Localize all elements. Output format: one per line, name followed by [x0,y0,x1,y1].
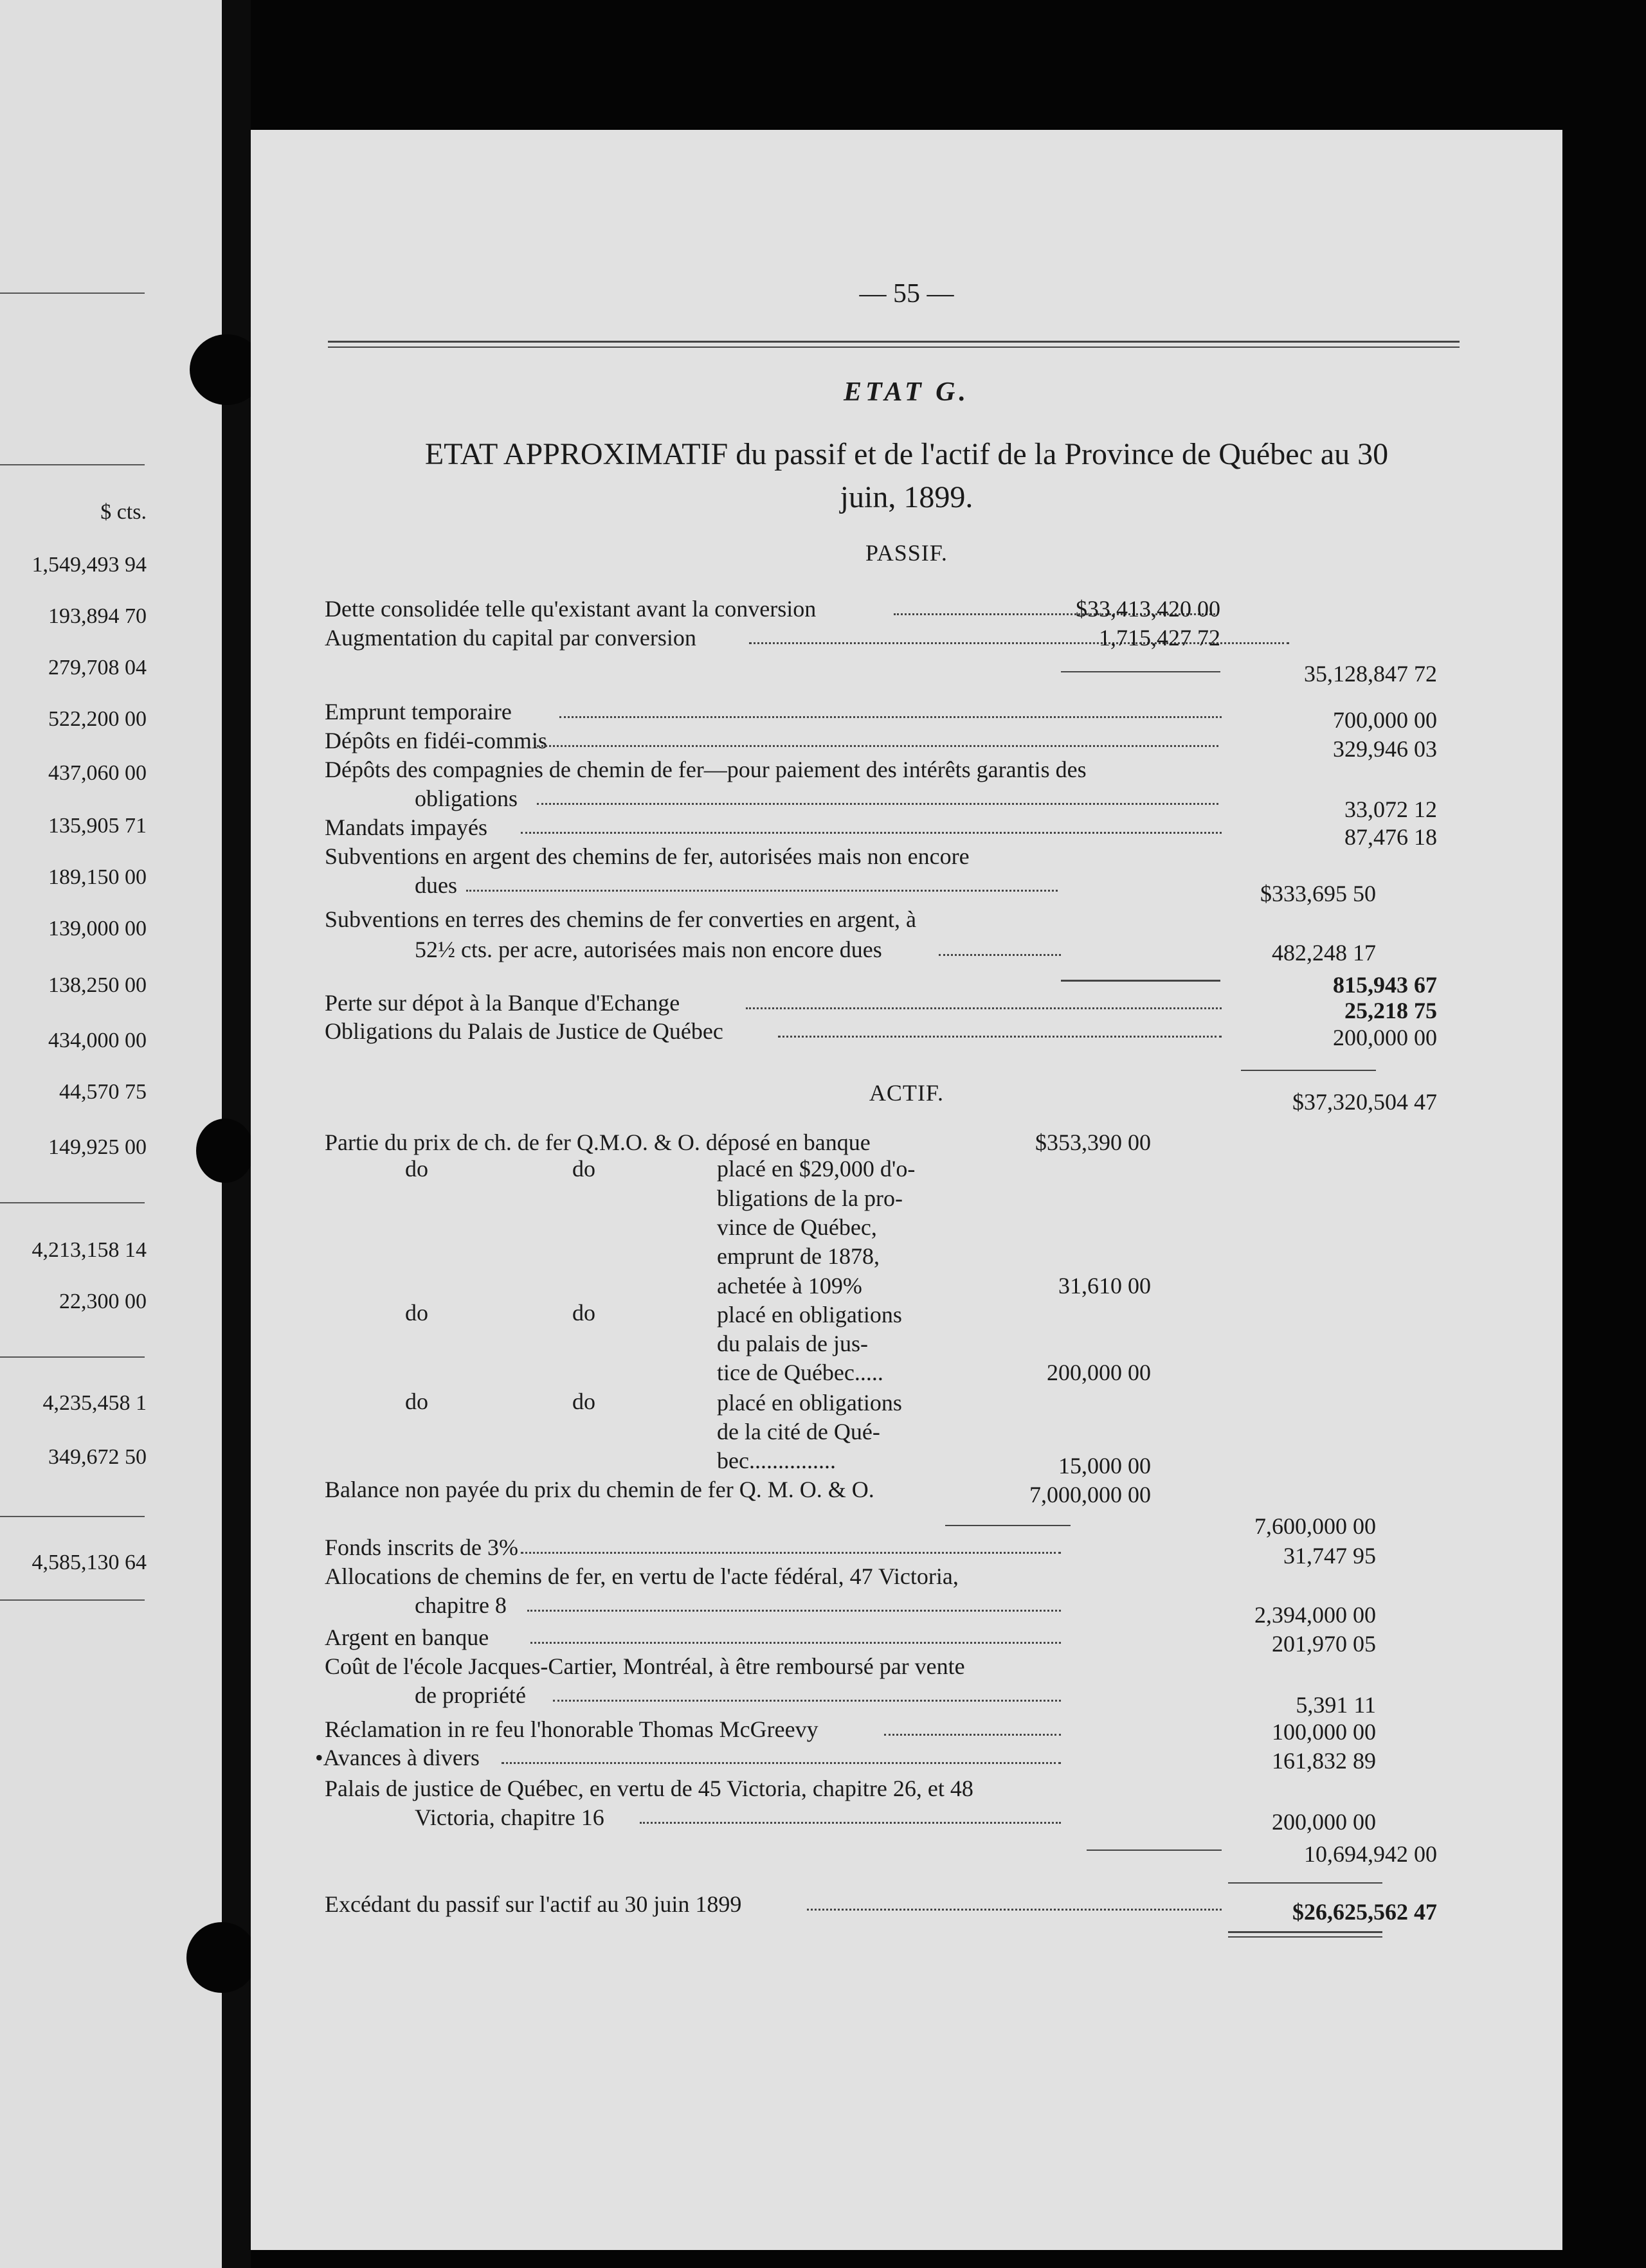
line-amount: 5,391 11 [1296,1692,1376,1718]
line-label: Allocations de chemins de fer, en vertu de l'acte fédéral, 47 Victoria, [325,1563,959,1589]
amount: 279,708 04 [48,656,147,680]
line-label: Dépôts des compagnies de chemin de fer—pour paiement des intérêts garantis des [325,757,1087,782]
line-label: Dépôts en fidéi-commis [325,728,547,753]
binding-mark [186,1922,257,1993]
title-line: juin, 1899. [840,480,973,514]
ditto: do [572,1389,595,1414]
subtotal: 7,600,000 00 [1254,1513,1376,1539]
amount: 135,905 71 [48,814,147,838]
line-label: Excédant du passif sur l'actif au 30 juin 1899 [325,1891,742,1917]
previous-page-fragment [0,0,222,2268]
page-number: — 55 — [859,279,954,309]
section-heading: ACTIF. [869,1080,945,1106]
line-amount: 25,218 75 [1344,998,1437,1023]
line-amount: 482,248 17 [1272,940,1376,966]
statement-heading: ETAT G. [843,377,970,407]
amount: 522,200 00 [48,707,147,731]
line-label: Perte sur dépot à la Banque d'Echange [325,990,680,1016]
line-label: achetée à 109% [717,1273,862,1299]
line-label: Réclamation in re feu l'honorable Thomas McGreevy [325,1716,818,1742]
header-rule [328,341,1460,343]
amount: 437,060 00 [48,761,147,785]
line-label: de la cité de Qué- [717,1419,880,1444]
line-label: tice de Québec..... [717,1360,883,1385]
line-label: bec............... [717,1448,836,1473]
amount: 22,300 00 [59,1290,147,1313]
line-label: obligations [415,786,518,811]
line-amount: 2,394,000 00 [1254,1602,1376,1628]
line-label: vince de Québec, [717,1214,877,1240]
line-amount: $353,390 00 [1035,1130,1151,1155]
line-label: Balance non payée du prix du chemin de fer Q. M. O. & O. [325,1477,874,1502]
header-rule [328,346,1460,348]
binding-mark [196,1119,254,1183]
amount: 139,000 00 [48,917,147,941]
line-amount: 200,000 00 [1272,1809,1376,1835]
amount: 349,672 50 [48,1445,147,1469]
line-label: •Avances à divers [315,1745,480,1770]
line-label: placé en obligations [717,1390,902,1416]
line-amount: 31,747 95 [1283,1543,1376,1569]
amount: 149,925 00 [48,1135,147,1159]
amount: 193,894 70 [48,604,147,628]
divider [0,1202,145,1203]
line-label: placé en obligations [717,1302,902,1328]
title-line: ETAT APPROXIMATIF du passif et de l'actif de la Province de Québec au 30 [424,437,1389,471]
amount: 44,570 75 [59,1080,147,1104]
line-label: Palais de justice de Québec, en vertu de 45 Victoria, chapitre 26, et 48 [325,1776,973,1801]
line-amount: 1,715,427 72 [1099,625,1220,651]
line-label: placé en $29,000 d'o- [717,1156,916,1182]
line-amount: 200,000 00 [1047,1360,1151,1385]
line-amount: 700,000 00 [1333,707,1437,733]
total-actif: 10,694,942 00 [1304,1841,1437,1867]
line-amount: $33,413,420 00 [1076,596,1220,622]
line-label: de propriété [415,1682,526,1708]
ditto: do [405,1300,428,1326]
ditto: do [572,1156,595,1182]
line-label: Subventions en terres des chemins de fer converties en argent, à [325,906,917,932]
divider [0,1599,145,1601]
amount: 4,213,158 14 [32,1238,147,1262]
line-label: Dette consolidée telle qu'existant avant la conversion [325,596,817,622]
subtotal: 35,128,847 72 [1304,661,1437,687]
line-label: 52½ cts. per acre, autorisées mais non encore dues [415,937,882,962]
ditto: do [405,1156,428,1182]
subtotal: 815,943 67 [1333,972,1437,998]
line-label: Fonds inscrits de 3% [325,1534,518,1560]
amount: 138,250 00 [48,973,147,997]
line-label: Obligations du Palais de Justice de Québec [325,1018,723,1044]
line-label: Emprunt temporaire [325,699,512,724]
total-passif: $37,320,504 47 [1292,1089,1437,1115]
divider [0,1516,145,1517]
document-page [251,130,1562,2250]
line-amount: 33,072 12 [1344,797,1437,822]
line-amount: 100,000 00 [1272,1719,1376,1745]
line-amount: 329,946 03 [1333,736,1437,762]
line-label: Partie du prix de ch. de fer Q.M.O. & O. déposé en banque [325,1130,871,1155]
line-amount: 161,832 89 [1272,1748,1376,1774]
line-amount: $333,695 50 [1260,881,1376,906]
divider [0,292,145,294]
line-label: Coût de l'école Jacques-Cartier, Montréal, à être remboursé par vente [325,1653,965,1679]
amount: 4,235,458 1 [42,1391,147,1415]
line-label: Augmentation du capital par conversion [325,625,696,651]
line-label: dues [415,872,457,898]
line-amount: 87,476 18 [1344,824,1437,850]
line-amount: 201,970 05 [1272,1631,1376,1657]
excedant-amount: $26,625,562 47 [1292,1899,1437,1925]
line-label: chapitre 8 [415,1592,507,1618]
amount: 189,150 00 [48,865,147,889]
line-amount: 31,610 00 [1058,1273,1151,1299]
amount: 4,585,130 64 [32,1551,147,1574]
column-header: $ cts. [100,500,147,524]
line-label: bligations de la pro- [717,1185,903,1211]
amount: 1,549,493 94 [32,553,147,577]
ditto: do [405,1389,428,1414]
line-label: emprunt de 1878, [717,1243,880,1269]
divider [0,1356,145,1358]
divider [0,464,145,465]
ditto: do [572,1300,595,1326]
line-label: du palais de jus- [717,1331,868,1356]
line-label: Argent en banque [325,1625,489,1650]
line-label: Mandats impayés [325,815,487,840]
section-heading: PASSIF. [865,540,948,566]
line-label: Subventions en argent des chemins de fer, autorisées mais non encore [325,843,970,869]
line-amount: 200,000 00 [1333,1025,1437,1050]
line-amount: 7,000,000 00 [1029,1482,1151,1508]
line-amount: 15,000 00 [1058,1453,1151,1479]
line-label: Victoria, chapitre 16 [415,1805,604,1830]
amount: 434,000 00 [48,1029,147,1052]
